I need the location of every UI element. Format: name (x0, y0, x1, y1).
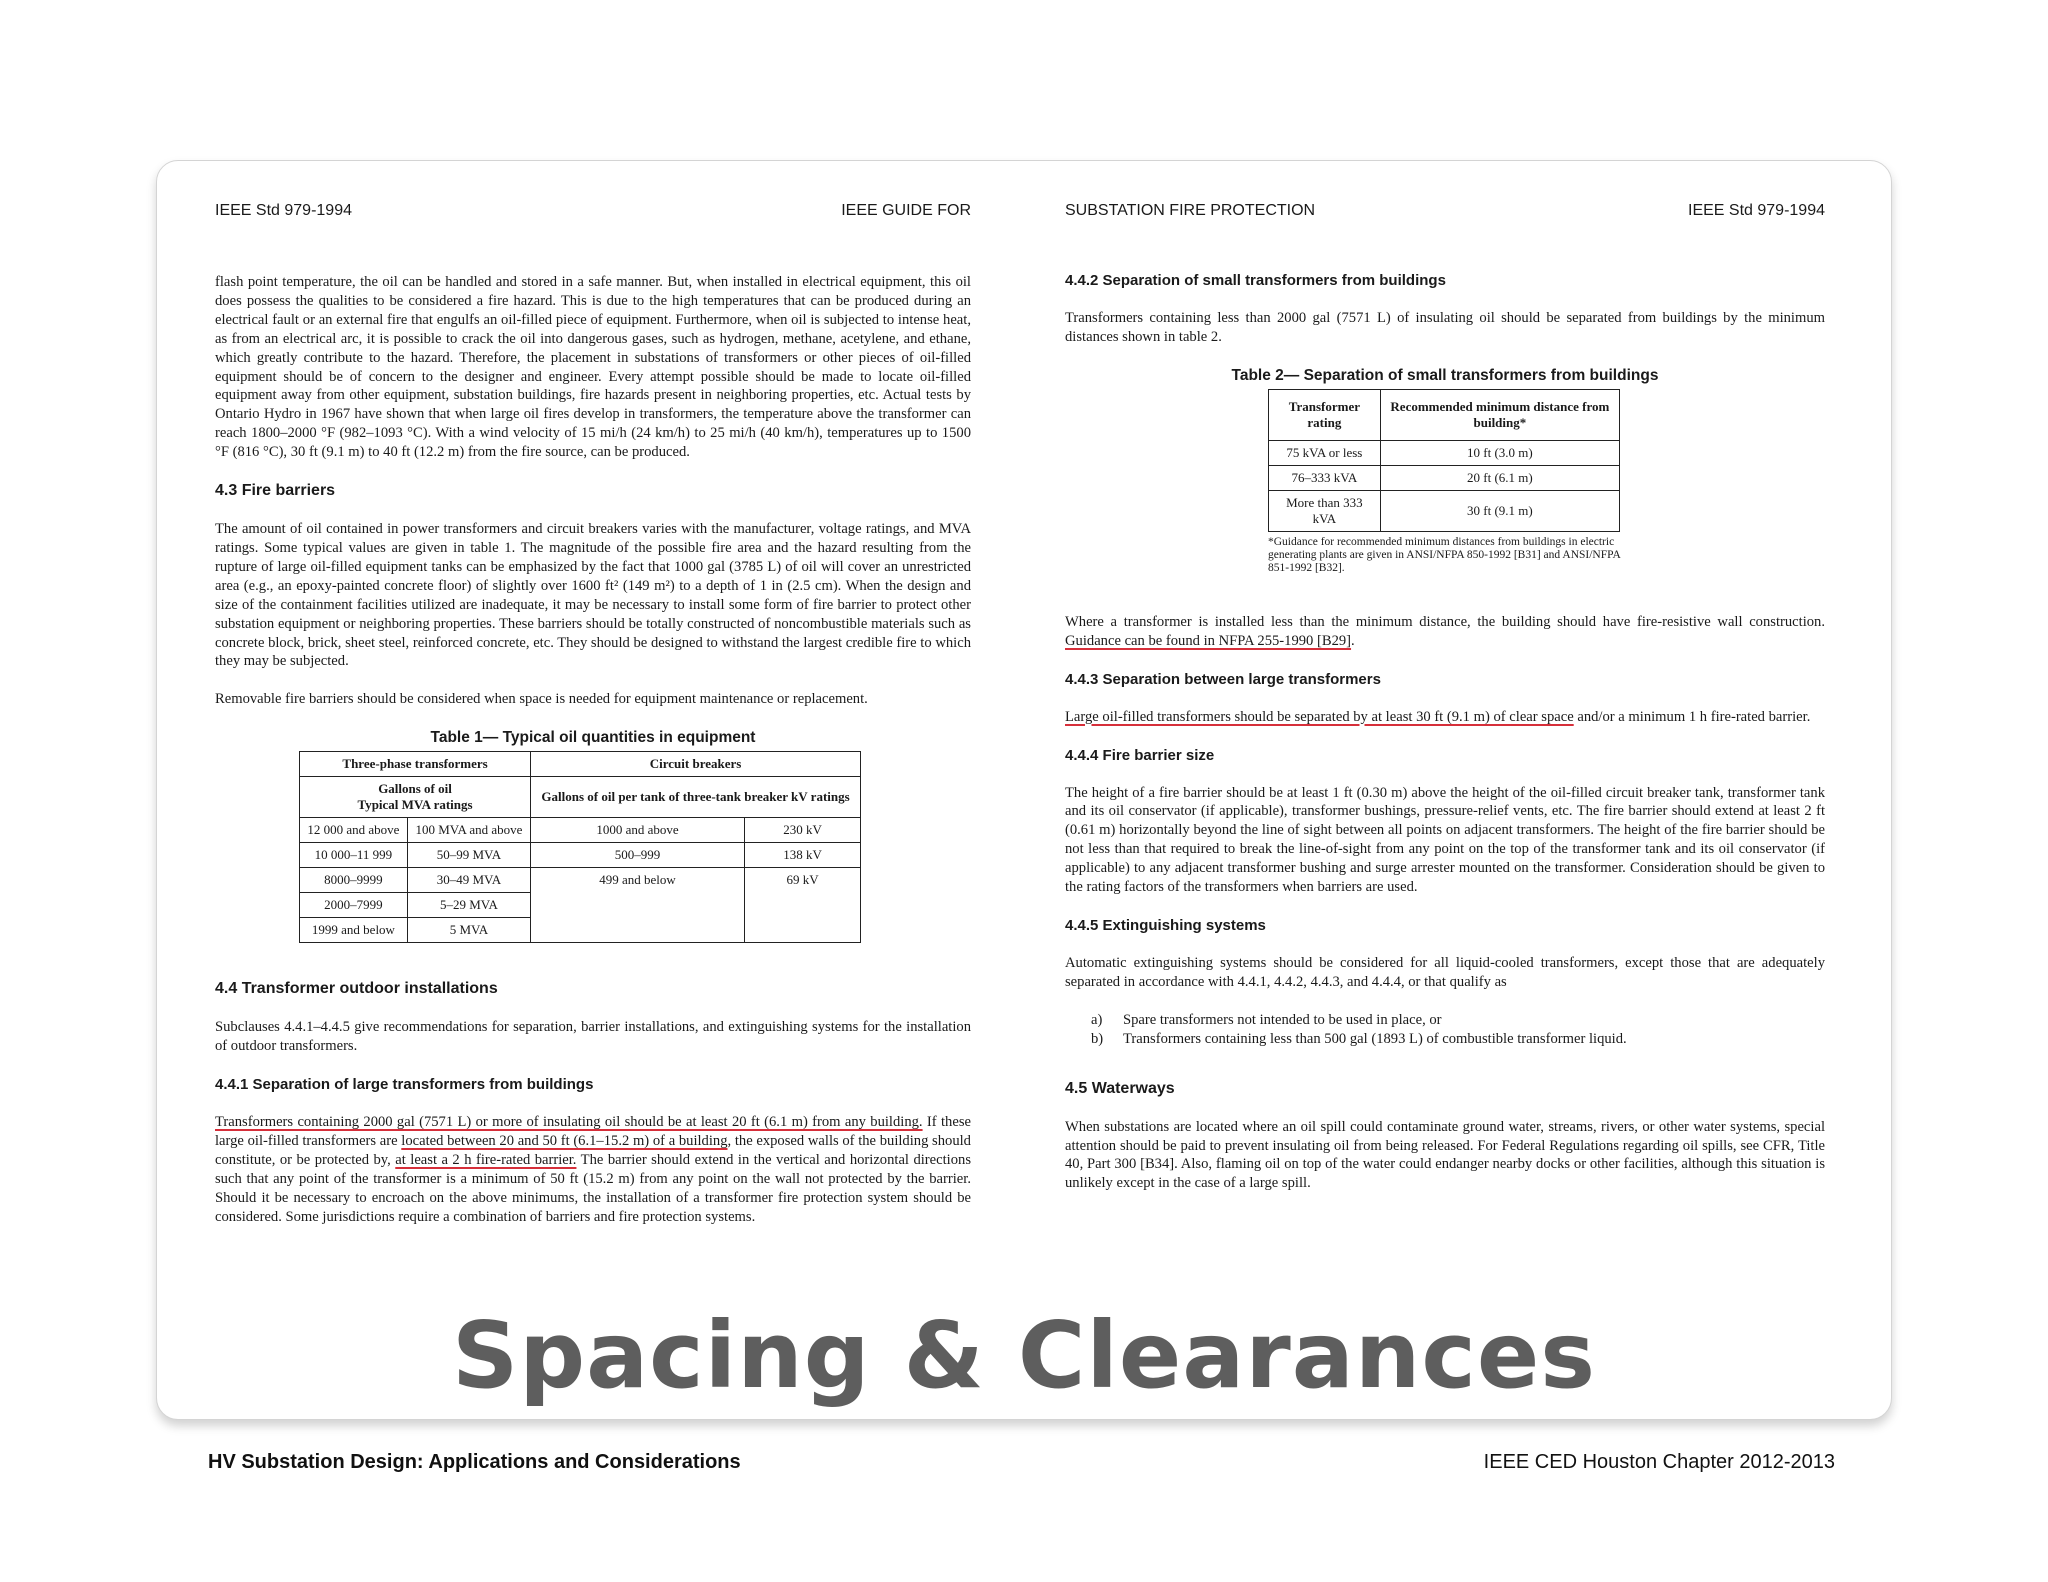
highlight-underline: Transformers containing 2000 gal (7571 L) or more of insulating oil should be at least 20 ft (6.1 m) from any building. (215, 1114, 923, 1131)
table-1-caption: Table 1— Typical oil quantities in equipment (430, 729, 756, 747)
table-cell: 50–99 MVA (407, 843, 530, 868)
highlight-underline: at least a 2 h fire-rated barrier. (395, 1151, 577, 1168)
table-1-group-transformers: Three-phase transformers (300, 752, 531, 777)
section-4-4-4-paragraph: The height of a fire barrier should be at least 1 ft (0.30 m) above the height of the oil-filled circuit breaker tank, transformer tank and its oil conservator (if applicable), transformer bushings, pressure-relief vents, etc. The fire barrier should extend at least 2 ft (0.61 m) horizontally beyond the line of sight between all points on adjacent transformers. The height of the fire barrier should be not less than that required to break the line-of-sight from any point on the top of the transformer tank and its oil conservator (if applicable) to any adjacent transformer bushing and surge arrester mounted on the transformer. Consideration should be given to the rating factors of the transformers when barriers are used. (1065, 784, 1825, 896)
section-4-4-5-heading: 4.4.5 Extinguishing systems (1065, 916, 1266, 934)
section-4-4-1-paragraph (215, 1113, 971, 1226)
highlight-underline: located between 20 and 50 ft (6.1–15.2 m) of a building (401, 1132, 728, 1149)
table-cell: 100 MVA and above (407, 818, 530, 843)
table-cell: 8000–9999 (300, 868, 408, 893)
table-1 (299, 751, 861, 943)
text-run: If these large oil-filled transformers are (215, 1114, 971, 1149)
table-cell: More than 333 kVA (1269, 490, 1381, 531)
table-row (1269, 465, 1620, 490)
table-cell: 5 MVA (407, 918, 530, 943)
right-page (1065, 201, 1825, 1212)
highlight-underline: Guidance can be found in NFPA 255-1990 [B29] (1065, 632, 1352, 649)
footer-course-title: HV Substation Design: Applications and Considerations (208, 1451, 741, 1473)
table-2-header-rating: Transformer rating (1269, 389, 1381, 440)
list-marker: b) (1091, 1030, 1104, 1047)
table-row (1269, 490, 1620, 531)
table-cell: 2000–7999 (300, 893, 408, 918)
table-cell: 10 ft (3.0 m) (1380, 440, 1619, 465)
footer-chapter: IEEE CED Houston Chapter 2012-2013 (1483, 1451, 1835, 1473)
list-text: Spare transformers not intended to be used in place, or (1123, 1011, 1442, 1028)
table-1-sub-transformers: Gallons of oil Typical MVA ratings (300, 777, 531, 818)
table-2-footnote: *Guidance for recommended minimum distances from buildings in electric generating plants are given in ANSI/NFPA 850-1992 [B31] and ANSI/NFPA 851-1992 [B32]. (1268, 535, 1621, 574)
table-2-caption: Table 2— Separation of small transformers from buildings (1231, 366, 1659, 384)
table-row (1269, 440, 1620, 465)
section-4-4-2-heading: 4.4.2 Separation of small transformers from buildings (1065, 272, 1446, 289)
list-item (1091, 1011, 1825, 1030)
table-cell: 10 000–11 999 (300, 843, 408, 868)
list-marker: a) (1091, 1011, 1103, 1028)
table-cell: 69 kV (745, 868, 861, 943)
section-4-4-heading: 4.4 Transformer outdoor installations (215, 980, 498, 998)
table-cell: 500–999 (531, 843, 745, 868)
table-row (300, 843, 861, 868)
table-cell: 20 ft (6.1 m) (1380, 465, 1619, 490)
table-1-group-breakers: Circuit breakers (531, 752, 861, 777)
document-scan-card (156, 160, 1892, 1420)
right-header-title: SUBSTATION FIRE PROTECTION (1065, 202, 1316, 219)
highlight-underline: Large oil-filled transformers should be separated by at least 30 ft (9.1 m) of clear space (1065, 708, 1574, 725)
section-4-4-5-paragraph: Automatic extinguishing systems should be considered for all liquid-cooled transformers, except those that are adequately separated in accordance with 4.4.1, 4.4.2, 4.4.3, and 4.4.4, or that qualify as (1065, 954, 1825, 990)
section-4-4-paragraph: Subclauses 4.4.1–4.4.5 give recommendations for separation, barrier installations, and extinguishing systems for the installation of outdoor transformers. (215, 1019, 971, 1055)
section-4-4-3-paragraph (1065, 708, 1825, 727)
table-cell: 12 000 and above (300, 818, 408, 843)
section-4-4-4-heading: 4.4.4 Fire barrier size (1065, 746, 1215, 764)
text-run: The barrier should extend in the vertical and horizontal directions such that any point of the transformer is a minimum of 50 ft (15.2 m) from any point on the wall not protected by the barrier. Should it be necessary to encroach on the above minimums, the installation of a transformer fire protection system should be considered. Some jurisdictions require a combination of barriers and fire protection systems. (215, 1151, 972, 1225)
section-4-4-2-paragraph: Transformers containing less than 2000 gal (7571 L) of insulating oil should be separated from buildings by the minimum distances shown in table 2. (1065, 310, 1825, 345)
table-cell: 5–29 MVA (407, 893, 530, 918)
section-4-4-2-paragraph-2 (1065, 613, 1825, 651)
table-cell: 230 kV (745, 818, 861, 843)
table-1-sub-breakers: Gallons of oil per tank of three-tank breaker kV ratings (531, 777, 861, 818)
table-cell: 76–333 kVA (1269, 465, 1381, 490)
section-4-3-paragraph-1: The amount of oil contained in power transformers and circuit breakers varies with the manufacturer, voltage ratings, and MVA ratings. Some typical values are given in table 1. The magnitude of the possible fire area and the hazard resulting from the rupture of large oil-filled equipment tanks can be emphasized by the fact that 1000 gal (3785 L) of oil will cover an unrestricted area (e.g., an epoxy-painted concrete floor) of slightly over 1600 ft² (149 m²) to a depth of 1 in (2.5 cm). When the design and size of the containment facilities utilized are inadequate, it may be necessary to install some form of fire barrier to protect other substation equipment or neighboring properties. These barriers should be totally constructed of noncombustible materials such as concrete block, brick, sheet steel, reinforced concrete, etc. They should be designed to withstand the largest credible fire to which they may be subjected. (215, 521, 971, 670)
text-run: and/or a minimum 1 h fire-rated barrier. (1573, 708, 1811, 725)
right-header-std: IEEE Std 979-1994 (1688, 202, 1825, 219)
table-2-header-distance: Recommended minimum distance from building* (1380, 389, 1619, 440)
text-run: . (1351, 632, 1355, 649)
section-4-5-paragraph: When substations are located where an oil spill could contaminate ground water, streams, rivers, or other water systems, special attention should be paid to prevent insulating oil from being released. For Federal Regulations regarding oil spills, see CFR, Title 40, Part 300 [B34]. Also, flaming oil on top of the water could endanger nearby docks or other facilities, although this situation is unlikely except in the case of a large spill. (1065, 1118, 1825, 1192)
section-4-4-1-heading: 4.4.1 Separation of large transformers from buildings (215, 1076, 594, 1094)
table-cell: 30 ft (9.1 m) (1380, 490, 1619, 531)
section-4-5-heading: 4.5 Waterways (1065, 1079, 1175, 1097)
list-item (1091, 1030, 1825, 1049)
table-cell: 1999 and below (300, 918, 408, 943)
left-running-header (215, 201, 971, 221)
table-cell: 138 kV (745, 843, 861, 868)
text-run: Where a transformer is installed less than the minimum distance, the building should have fire-resistive wall construction. (1065, 613, 1825, 630)
section-4-3-paragraph-2: Removable fire barriers should be considered when space is needed for equipment maintenance or replacement. (215, 691, 868, 708)
table-cell: 499 and below (531, 868, 745, 943)
intro-paragraph: flash point temperature, the oil can be handled and stored in a safe manner. But, when installed in electrical equipment, this oil does possess the qualities to be considered a fire hazard. This is due to the high temperatures that can be produced during an electrical fault or an external fire that engulfs an oil-filled piece of equipment. Furthermore, when oil is subjected to intense heat, as from an electrical arc, it is possible to crack the oil into dangerous gases, such as hydrogen, methane, acetylene, and ethane, which greatly contribute to the hazard. Therefore, the placement in substations of transformers or other pieces of oil-filled equipment should be of concern to the designer and engineer. Every attempt possible should be made to locate oil-filled equipment away from other equipment, substation buildings, fire hazards present in neighboring properties, etc. Actual tests by Ontario Hydro in 1967 have shown that when large oil fires develop in transformers, the temperature above the transformer can reach 1800–2000 °F (982–1093 °C). With a wind velocity of 15 mi/h (24 km/h) to 25 mi/h (40 km/h), temperatures up to 1500 °F (816 °C), 30 ft (9.1 m) to 40 ft (12.2 m) from the fire source, can be produced. (215, 274, 971, 461)
left-header-guide: IEEE GUIDE FOR (841, 202, 971, 219)
table-row (300, 818, 861, 843)
left-page (215, 201, 971, 1245)
table-cell: 30–49 MVA (407, 868, 530, 893)
table-cell: 1000 and above (531, 818, 745, 843)
text-run: , the exposed walls of the building should constitute, or be protected by, (215, 1132, 971, 1168)
list-text: Transformers containing less than 500 gal (1893 L) of combustible transformer liquid. (1123, 1030, 1627, 1047)
section-4-3-heading: 4.3 Fire barriers (215, 482, 336, 500)
slide-title: Spacing & Clearances (451, 1302, 1597, 1409)
right-running-header (1065, 201, 1825, 221)
section-4-4-3-heading: 4.4.3 Separation between large transformers (1065, 670, 1381, 688)
table-row (300, 868, 861, 893)
extinguishing-list (1091, 1011, 1825, 1049)
left-header-std: IEEE Std 979-1994 (215, 202, 352, 219)
table-cell: 75 kVA or less (1269, 440, 1381, 465)
table-2 (1268, 389, 1620, 532)
